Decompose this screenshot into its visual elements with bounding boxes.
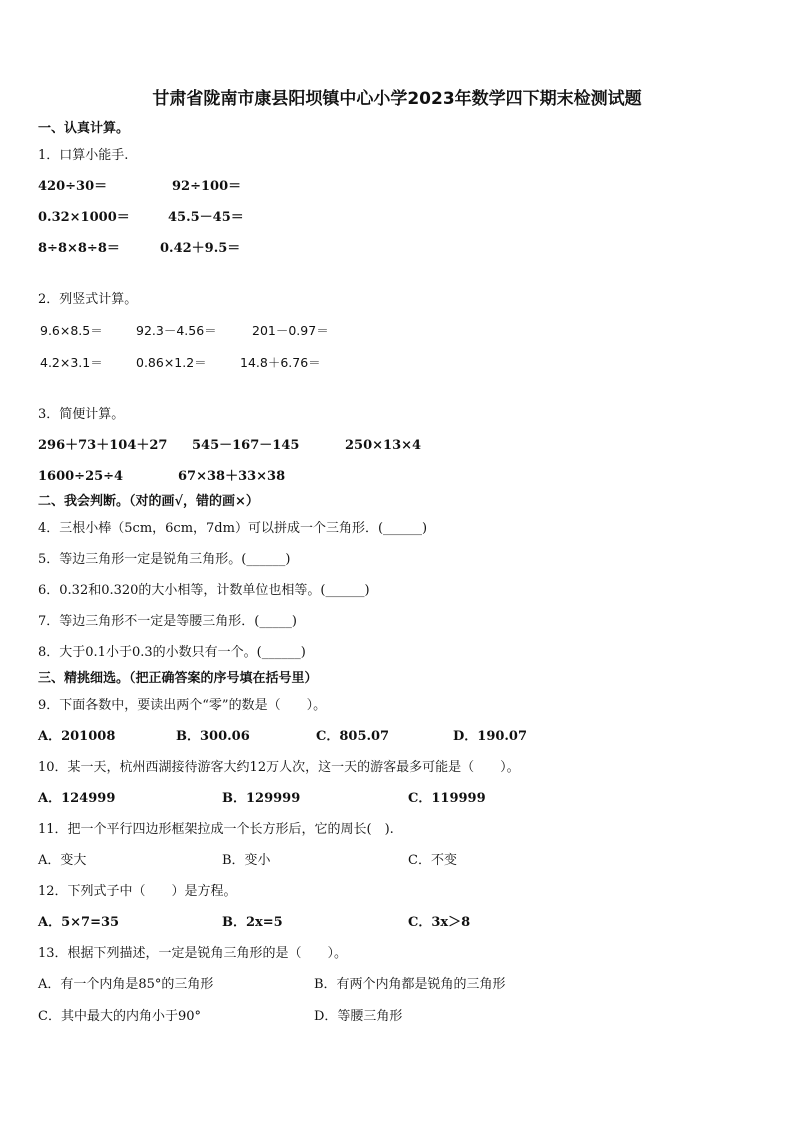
- judge-question: 7．等边三角形不一定是等腰三角形．(_____): [38, 614, 297, 629]
- oral-calc-item: 420÷30＝: [38, 179, 108, 194]
- choice-option: A．201008: [38, 729, 116, 744]
- choice-option: B．变小: [222, 853, 271, 868]
- vertical-calc-item: 4.2×3.1＝: [40, 355, 103, 370]
- oral-calc-item: 0.42＋9.5＝: [160, 241, 241, 256]
- judge-question: 8．大于0.1小于0.3的小数只有一个。(______): [38, 645, 306, 660]
- vertical-calc-item: 14.8＋6.76＝: [240, 355, 321, 370]
- choice-option: B．有两个内角都是锐角的三角形: [314, 977, 506, 992]
- choice-question: 13．根据下列描述，一定是锐角三角形的是（ ）。: [38, 946, 348, 961]
- choice-option: C．不变: [408, 853, 457, 868]
- simplify-calc-item: 296＋73＋104＋27: [38, 438, 168, 453]
- choice-option: D．190.07: [453, 729, 528, 744]
- choice-option: B．129999: [222, 791, 301, 806]
- page-title: 甘肃省陇南市康县阳坝镇中心小学2023年数学四下期末检测试题: [152, 89, 642, 109]
- choice-question: 9．下面各数中，要读出两个“零”的数是（ ）。: [38, 698, 327, 713]
- oral-calc-item: 45.5－45＝: [168, 210, 244, 225]
- simplify-calc-item: 1600÷25÷4: [38, 469, 124, 484]
- vertical-calc-item: 92.3－4.56＝: [136, 323, 217, 338]
- judge-question: 4．三根小棒（5cm，6cm，7dm）可以拼成一个三角形．(______): [38, 521, 428, 536]
- choice-option: D．等腰三角形: [314, 1009, 403, 1024]
- question-3-label: 3．简便计算。: [38, 407, 125, 422]
- section-heading-2: 二、我会判断。（对的画√，错的画×）: [38, 494, 259, 509]
- oral-calc-item: 8÷8×8÷8＝: [38, 241, 120, 256]
- choice-option: A．变大: [38, 853, 87, 868]
- vertical-calc-item: 0.86×1.2＝: [136, 355, 207, 370]
- oral-calc-item: 0.32×1000＝: [38, 210, 130, 225]
- section-heading-1: 一、认真计算。: [38, 121, 130, 136]
- choice-option: B．300.06: [176, 729, 250, 744]
- simplify-calc-item: 250×13×4: [345, 438, 422, 453]
- choice-option: C．3x＞8: [408, 915, 471, 930]
- choice-option: C．805.07: [316, 729, 390, 744]
- choice-option: A．有一个内角是85°的三角形: [38, 977, 214, 992]
- choice-option: B．2x=5: [222, 915, 283, 930]
- choice-question: 10．某一天，杭州西湖接待游客大约12万人次，这一天的游客最多可能是（ ）。: [38, 760, 520, 775]
- judge-question: 5．等边三角形一定是锐角三角形。(______): [38, 552, 291, 567]
- choice-option: C．119999: [408, 791, 486, 806]
- choice-option: C．其中最大的内角小于90°: [38, 1009, 201, 1024]
- vertical-calc-item: 9.6×8.5＝: [40, 323, 103, 338]
- simplify-calc-item: 545－167－145: [192, 438, 300, 453]
- choice-option: A．124999: [38, 791, 116, 806]
- vertical-calc-item: 201－0.97＝: [252, 323, 329, 338]
- question-1-label: 1．口算小能手.: [38, 148, 129, 163]
- oral-calc-item: 92÷100＝: [172, 179, 242, 194]
- simplify-calc-item: 67×38＋33×38: [178, 469, 286, 484]
- choice-question: 11．把一个平行四边形框架拉成一个长方形后，它的周长( ).: [38, 822, 394, 837]
- choice-question: 12．下列式子中（ ）是方程。: [38, 884, 237, 899]
- judge-question: 6．0.32和0.320的大小相等，计数单位也相等。(______): [38, 583, 370, 598]
- choice-option: A．5×7=35: [38, 915, 120, 930]
- section-heading-3: 三、精挑细选。（把正确答案的序号填在括号里）: [38, 671, 318, 686]
- question-2-label: 2．列竖式计算。: [38, 292, 138, 307]
